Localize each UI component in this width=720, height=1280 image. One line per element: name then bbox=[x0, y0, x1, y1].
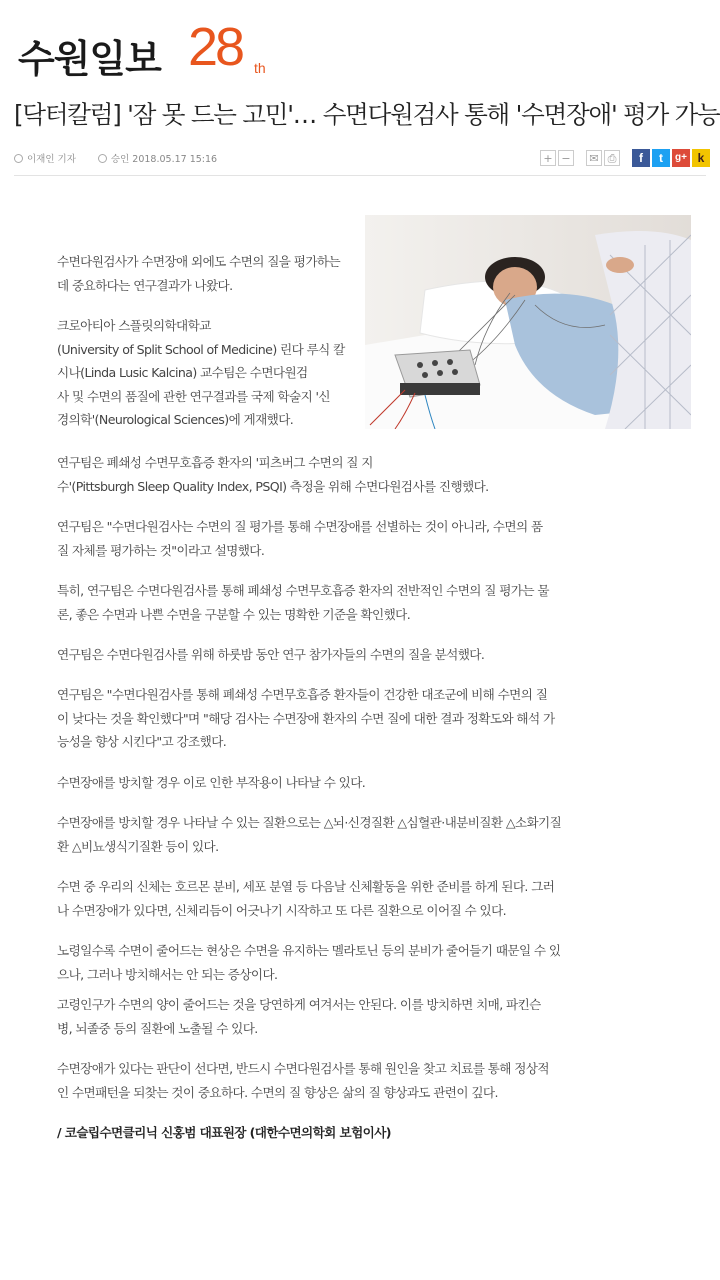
author-signature: / 코슬립수면클리닉 신홍범 대표원장 (대한수면의학회 보험이사) bbox=[57, 1125, 391, 1140]
googleplus-share-icon[interactable]: g+ bbox=[672, 149, 690, 167]
article-paragraph: 특히, 연구팀은 수면다원검사를 통해 폐쇄성 수면무호흡증 환자의 전반적인 수면의 질 평가는 물 론, 좋은 수면과 나쁜 수면을 구분할 수 있는 명확한 기준을 확인했다. bbox=[57, 583, 549, 622]
facebook-share-icon[interactable]: f bbox=[632, 149, 650, 167]
article-paragraph: 노령일수록 수면이 줄어드는 현상은 수면을 유지하는 멜라토닌 등의 분비가 줄어들기 때문일 수 있 으나, 그러나 방치해서는 안 되는 증상이다. bbox=[57, 943, 561, 982]
article-paragraph: 수면다원검사가 수면장애 외에도 수면의 질을 평가하는 데 중요하다는 연구결과가 나왔다. bbox=[57, 254, 341, 293]
newspaper-logo[interactable]: 수원일보 bbox=[18, 36, 161, 81]
header-divider bbox=[14, 175, 706, 176]
anniversary-suffix: th bbox=[254, 60, 266, 76]
kakaostory-share-icon[interactable]: k bbox=[692, 149, 710, 167]
person-icon bbox=[14, 154, 23, 163]
author-name[interactable]: 이재인 기자 bbox=[27, 154, 76, 165]
article-toolbar bbox=[540, 149, 710, 167]
article-paragraph: 연구팀은 "수면다원검사를 통해 폐쇄성 수면무호흡증 환자들이 건강한 대조군에 비해 수면의 질 이 낮다는 것을 확인했다"며 "해당 검사는 수면장애 환자의 수면 질에 대한 결과 정확도와 해석 가 능성을 향상 시킨다"고 강조했다. bbox=[57, 687, 555, 749]
article-paragraph: 수면 중 우리의 신체는 호르몬 분비, 세포 분열 등 다음날 신체활동을 위한 준비를 하게 된다. 그러 나 수면장애가 있다면, 신체리듬이 어긋나기 시작하고 또 다른 질환으로 이어질 수 있다. bbox=[57, 879, 555, 918]
article-headline: [닥터칼럼] '잠 못 드는 고민'… 수면다원검사 통해 '수면장애' 평가 가능 bbox=[14, 100, 720, 129]
article-paragraph: 크로아티아 스플릿의학대학교 (University of Split School of Medicine) 린다 루식 칼 시나(Linda Lusic Kalcina) 교수팀은 수면다원검 사 및 수면의 품질에 관한 연구결과를 국제 학술지 '신 경의학'(Neurological Sciences)에 게재했다. bbox=[57, 318, 345, 427]
article-paragraph: 연구팀은 수면다원검사를 위해 하룻밤 동안 연구 참가자들의 수면의 질을 분석했다. bbox=[57, 647, 485, 662]
article-paragraph: 연구팀은 폐쇄성 수면무호흡증 환자의 '피츠버그 수면의 질 지 수'(Pittsburgh Sleep Quality Index, PSQI) 측정을 위해 수면다원검사를 진행했다. bbox=[57, 455, 489, 494]
article-photo[interactable] bbox=[365, 215, 691, 429]
twitter-share-icon[interactable]: t bbox=[652, 149, 670, 167]
masthead bbox=[18, 17, 418, 81]
font-decrease-button[interactable]: − bbox=[558, 150, 574, 166]
article-paragraph: 수면장애를 방치할 경우 나타날 수 있는 질환으로는 △뇌·신경질환 △심혈관·내분비질환 △소화기질 환 △비뇨생식기질환 등이 있다. bbox=[57, 815, 562, 854]
clock-icon bbox=[98, 154, 107, 163]
article-meta bbox=[14, 151, 217, 165]
approved-date: 승인 2018.05.17 15:16 bbox=[110, 154, 218, 165]
anniversary-number: 28 bbox=[188, 17, 243, 77]
sleeping-patient-photo bbox=[365, 215, 691, 429]
article-paragraph: 연구팀은 "수면다원검사는 수면의 질 평가를 통해 수면장애를 선별하는 것이 아니라, 수면의 품 질 자체를 평가하는 것"이라고 설명했다. bbox=[57, 519, 543, 558]
font-increase-button[interactable]: + bbox=[540, 150, 556, 166]
article-paragraph: 고령인구가 수면의 양이 줄어드는 것을 당연하게 여겨서는 안된다. 이를 방치하면 치매, 파킨슨 병, 뇌졸중 등의 질환에 노출될 수 있다. bbox=[57, 997, 541, 1036]
article-paragraph: 수면장애를 방치할 경우 이로 인한 부작용이 나타날 수 있다. bbox=[57, 775, 366, 790]
email-icon[interactable]: ✉ bbox=[586, 150, 602, 166]
print-icon[interactable]: ⎙ bbox=[604, 150, 620, 166]
article-paragraph: 수면장애가 있다는 판단이 선다면, 반드시 수면다원검사를 통해 원인을 찾고 치료를 통해 정상적 인 수면패턴을 되찾는 것이 중요하다. 수면의 질 향상은 삶의 질 향상과도 관련이 깊다. bbox=[57, 1061, 549, 1100]
